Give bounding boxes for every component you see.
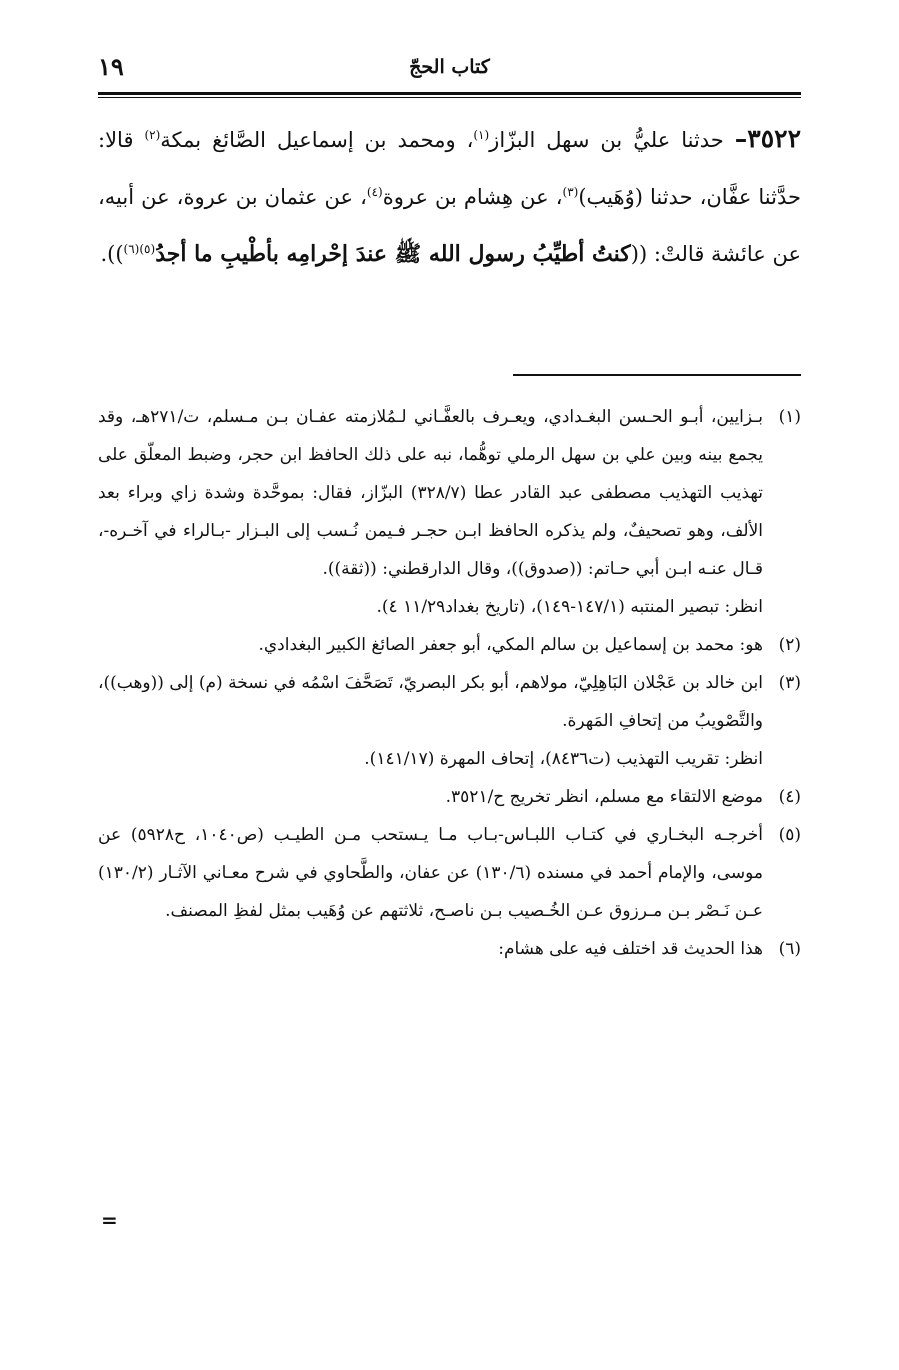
footnotes <box>98 398 801 968</box>
page-header <box>98 50 801 90</box>
footnote-number: (٤) <box>778 787 801 807</box>
footnote-6 <box>98 930 801 968</box>
footnote-ref-3[interactable]: (٣) <box>562 185 579 199</box>
footnote-number: (٥) <box>778 825 801 845</box>
hadith-matn: كنتُ أطيِّبُ رسول الله ﷺ عندَ إحْرامِه بأطْيبِ ما أجدُ <box>155 241 631 267</box>
hadith-text <box>98 110 801 283</box>
footnote-separator <box>513 374 801 376</box>
hadith-part-2: ، ومحمد بن إسماعيل الصَّائغ بمكة <box>160 128 474 152</box>
hadith-number: ٣٥٢٢ <box>747 124 801 153</box>
footnote-number: (٦) <box>778 939 801 959</box>
footnote-3 <box>98 664 801 740</box>
footnote-number: (٣) <box>778 673 801 693</box>
hadith-part-4: ، عن هِشام بن عروة <box>382 185 563 209</box>
footnote-ref-5[interactable]: (٥) <box>139 242 156 256</box>
footnote-number: (٢) <box>778 635 801 655</box>
footnote-ref-1[interactable]: (١) <box>473 128 490 142</box>
footnote-1-source: انظر: تبصير المنتبه (١٤٧/١-١٤٩)، (تاريخ بغداد١١/٢٩ ٤). <box>376 597 763 617</box>
footnote-text: ابن خالد بن عَجْلان البَاهِلِيّ، مولاهم، أبو بكر البصريّ، تَصَحَّفَ اسْمُه في نسخة (م) إلى ((وهب))، والتَّصْويبُ من إتحافِ المَهرة. <box>98 673 763 731</box>
hadith-part-6: )). <box>100 242 124 266</box>
hadith-dash: – <box>734 124 748 153</box>
footnote-ref-6[interactable]: (٦) <box>123 242 140 256</box>
hadith-part-5: ، عن عثمان بن عروة، عن أبيه، عن عائشة قالتْ: (( <box>98 185 801 266</box>
continuation-mark: = <box>101 1208 118 1232</box>
footnote-number: (١) <box>778 407 801 427</box>
footnote-text: موضع الالتقاء مع مسلم، انظر تخريج ح/٣٥٢١. <box>445 787 763 807</box>
hadith-part-3: قالا: حدَّثنا عفَّان، حدثنا (وُهَيب) <box>98 128 801 209</box>
footnote-2 <box>98 626 801 664</box>
page-number: ١٩ <box>98 52 124 81</box>
footnote-ref-4[interactable]: (٤) <box>366 185 383 199</box>
footnote-5 <box>98 816 801 930</box>
footnote-text: هو: محمد بن إسماعيل بن سالم المكي، أبو جعفر الصائغ الكبير البغدادي. <box>258 635 763 655</box>
footnote-text: بـزايين، أبـو الحـسن البغـدادي، ويعـرف بالعفَّـاني لـمُلازمته عفـان بـن مـسلم، ت/٢٧١هـ، وقد يجمع بينه وبين علي بن سهل الرملي توهُّما، نبه على ذلك الحافظ ابن حجر، وضبط المعلّق على تهذيب التهذيب مصطفى عبد القادر عطا (٣٢٨/٧) البزّاز، فقال: بموحَّدة وشدة زاي وبراء بعد الألف، وهو تصحيفٌ، ولم يذكره الحافظ ابـن حجـر فـيمن نُـسب إلى البـزار -بـالراء في آخـره-، قـال عنـه ابـن أبي حـاتم: ((صدوق))، وقال الدارقطني: ((ثقة)). <box>98 407 763 579</box>
hadith-part-1: حدثنا عليُّ بن سهل البزّاز <box>489 128 735 152</box>
footnote-ref-2[interactable]: (٢) <box>144 128 161 142</box>
footnote-text: أخرجـه البخـاري في كتـاب اللبـاس-بـاب مـا يـستحب مـن الطيـب (ص١٠٤٠، ح٥٩٢٨) عن موسى، والإمام أحمد في مسنده (١٣٠/٦) عن عفان، والطَّحاوي في شرح معـاني الآثـار (١٣٠/٢) عـن نَـصْر بـن مـرزوق عـن الخُـصيب بـن ناصـح، ثلاثتهم عن وُهَيب بمثل لفظِ المصنف. <box>98 825 764 921</box>
footnote-text: هذا الحديث قد اختلف فيه على هشام: <box>498 939 763 959</box>
running-title: كتاب الحجّ <box>409 56 490 78</box>
header-rule <box>98 92 801 98</box>
footnote-3-source: انظر: تقريب التهذيب (ت٨٤٣٦)، إتحاف المهرة (١٤١/١٧). <box>364 749 763 769</box>
footnote-1 <box>98 398 801 588</box>
footnote-4 <box>98 778 801 816</box>
